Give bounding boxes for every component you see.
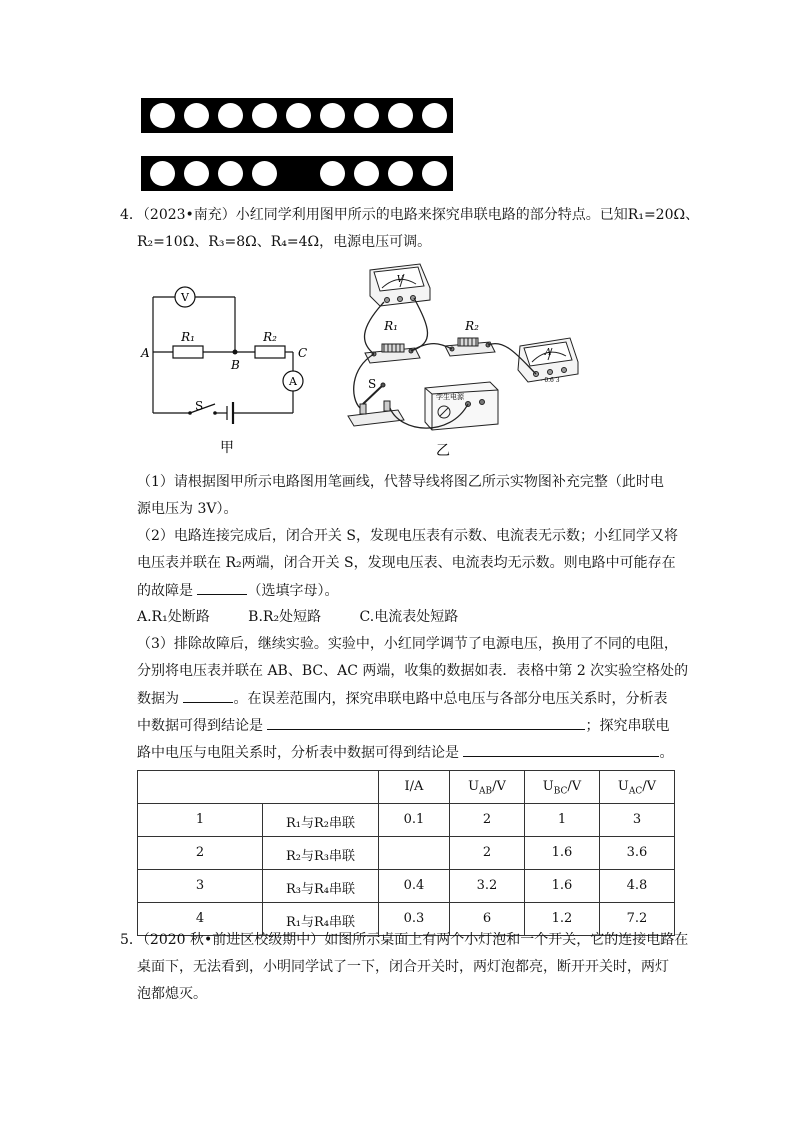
table-header-uab: $U_{AB}/V$ [450,771,525,804]
ammeter-terminals: - 0.6 3 [540,377,560,384]
table-cell: 1.6 [525,870,600,903]
table-cell: R₃与R₄串联 [263,870,379,903]
table-row [138,804,675,837]
table-row [138,870,675,903]
q5-line3: 泡都熄灭。 [137,986,207,1002]
q4-part1-line2: 源电压为 3V）。 [137,501,238,517]
q4-part3-line4-tail: ；探究串联电 [585,718,670,734]
q4-line1: 4．（2023•南充）小红同学利用图甲所示的电路来探究串联电路的部分特点。已知R₁=20Ω、 [120,207,700,223]
hole-icon [150,103,175,128]
hole-icon [422,161,447,186]
q4-part3-line4 [137,715,669,736]
q4-part2-line1: （2）电路连接完成后，闭合开关 S，发现电压表有示数、电流表无示数；小红同学又将 [137,528,678,544]
hole-icon [184,103,209,128]
junction-dot [233,350,238,355]
voltmeter-letter: V [396,275,404,285]
hole-icon [218,103,243,128]
table-cell: 7.2 [600,903,675,936]
q5-line1: 5．（2020 秋•前进区校级期中）如图所示桌面上有两个小灯泡和一个开关，它的连接电路在 [120,932,689,948]
hole-icon [388,103,413,128]
table-cell: 2 [450,804,525,837]
table-header-ubc: $U_{BC}/V$ [525,771,600,804]
q4-part3-conclusion-prompt: 中数据可得到结论是 [137,718,263,734]
hole-icon [388,161,413,186]
table-header-current: I/A [379,771,450,804]
switch-label: S [195,399,204,413]
q4-part3-line3 [137,688,667,709]
power-supply-label: 学生电源 [436,393,464,401]
table-cell: 2 [138,837,263,870]
table-cell: 0.4 [379,870,450,903]
q4-part2-line3 [137,580,338,601]
hole-icon [252,103,277,128]
ammeter-device [518,338,578,382]
table-header-row [138,771,675,804]
hole-icon [422,103,447,128]
table-cell: 3.6 [600,837,675,870]
table-cell-blank[interactable] [379,837,450,870]
hole-icon [354,161,379,186]
q4-part2-tail: （选填字母）。 [247,583,339,599]
table-header-uac: $U_{AC}/V$ [600,771,675,804]
node-a-label: A [141,346,150,360]
dot-strip-gap [141,156,453,191]
hole-icon [354,103,379,128]
table-cell: 3.2 [450,870,525,903]
table-cell: 0.1 [379,804,450,837]
q4-part3-line1: （3）排除故障后，继续实验。实验中，小红同学调节了电源电压，换用了不同的电阻， [137,636,678,652]
table-cell: 2 [450,837,525,870]
circuit-diagram-jia [135,280,315,460]
table-cell: 4.8 [600,870,675,903]
hole-icon [320,103,345,128]
voltmeter-label: V [181,291,189,304]
photo-switch-label: S [368,377,377,391]
table-cell: R₂与R₃串联 [263,837,379,870]
dot-strip-full [141,98,453,133]
table-cell: 4 [138,903,263,936]
q4-part2-line2: 电压表并联在 R₂两端，闭合开关 S，发现电压表、电流表均无示数。则电路中可能存在 [137,555,676,571]
answer-blank-conclusion-resistance[interactable] [463,742,659,757]
photo-r2-label: R₂ [465,319,479,333]
table-cell: 3 [600,804,675,837]
q4-options [137,607,458,627]
q5-line2: 桌面下，无法看到，小明同学试了一下，闭合开关时，两灯泡都亮，断开开关时，两灯 [137,959,669,975]
q4-part2-prompt: 的故障是 [137,583,193,599]
answer-blank-conclusion-voltage[interactable] [267,715,585,730]
table-header-blank [138,771,379,804]
q4-part1-line1: （1）请根据图甲所示电路图用笔画线，代替导线将图乙所示实物图补充完整（此时电 [137,474,664,490]
q4-part3-line5 [137,742,673,763]
resistor-r1-label: R₁ [181,330,195,344]
photo-r1-label: R₁ [384,319,398,333]
hole-icon [218,161,243,186]
table-cell: 6 [450,903,525,936]
hole-icon [320,161,345,186]
table-cell: 0.3 [379,903,450,936]
resistor-r2-label: R₂ [263,330,277,344]
table-row [138,837,675,870]
hole-icon [286,103,311,128]
q4-part3-resistance-prompt: 路中电压与电阻关系时，分析表中数据可得到结论是 [137,745,459,761]
table-cell: 3 [138,870,263,903]
table-cell: 1 [525,804,600,837]
hole-icon [252,161,277,186]
option-c: C.电流表处短路 [359,609,459,625]
hole-icon [184,161,209,186]
answer-blank-fault[interactable] [197,580,247,595]
answer-blank-current[interactable] [183,688,233,703]
figure-caption-jia: 甲 [220,440,234,456]
circuit-photo-yi [340,258,590,463]
node-c-label: C [298,346,308,360]
table-cell: 1.6 [525,837,600,870]
power-supply-device [425,382,498,430]
figure-caption-yi: 乙 [436,443,450,459]
resistor-r2-board [445,338,495,356]
option-a: A.R₁处断路 [137,609,210,625]
table-cell: R₁与R₂串联 [263,804,379,837]
q4-part3-line3-tail: 。在误差范围内，探究串联电路中总电压与各部分电压关系时，分析表 [233,691,668,707]
table-cell: R₁与R₄串联 [263,903,379,936]
ammeter-label: A [289,375,297,388]
option-b: B.R₂处短路 [248,609,322,625]
q4-part3-line2: 分别将电压表并联在 AB、BC、AC 两端，收集的数据如表．表格中第 2 次实验空格处的 [137,663,689,679]
q4-line2: R₂=10Ω、R₃=8Ω、R₄=4Ω，电源电压可调。 [137,234,432,250]
node-b-label: B [231,358,240,372]
data-table [137,770,675,936]
voltmeter-device [370,264,430,306]
q4-part3-line5-tail: 。 [659,745,674,761]
ammeter-letter: A [544,348,552,358]
table-cell: 1 [138,804,263,837]
q4-part3-prompt: 数据为 [137,691,179,707]
hole-icon [150,161,175,186]
table-cell: 1.2 [525,903,600,936]
